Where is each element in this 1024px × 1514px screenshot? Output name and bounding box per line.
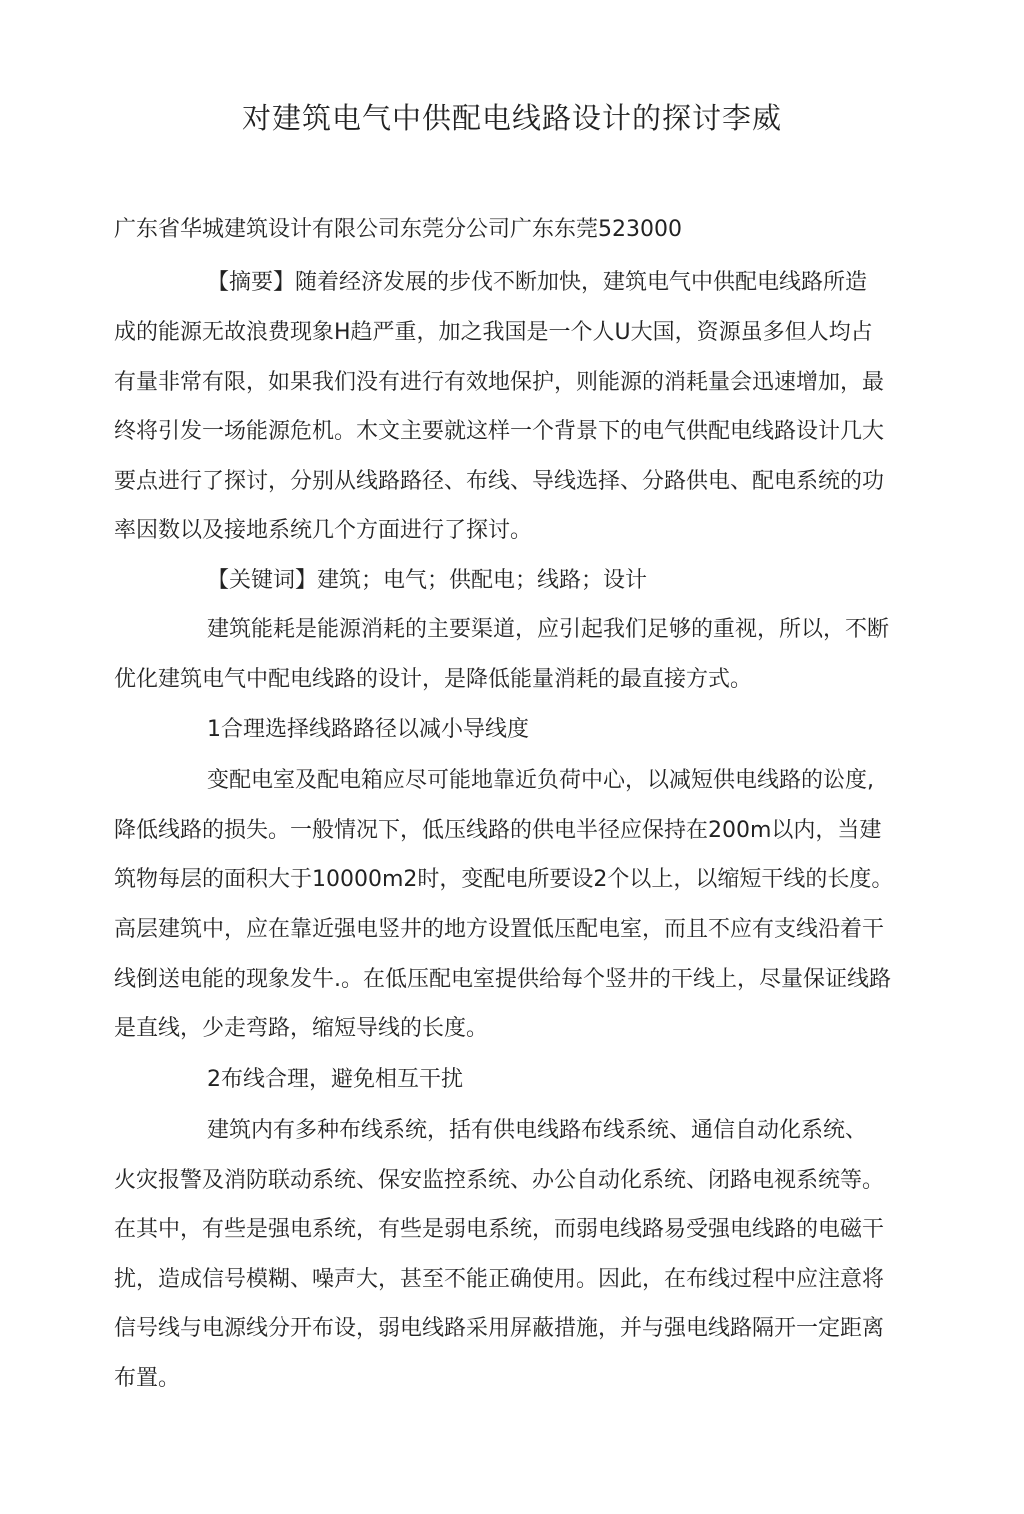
affiliation: 广东省华城建筑设计有限公司东莞分公司广东东莞523000	[114, 217, 682, 242]
section-1-line: 高层建筑中，应在靠近强电竖井的地方设置低压配电室，而且不应有支线沿着干	[114, 917, 885, 942]
abstract-line: 【摘要】随着经济发展的步伐不断加快，建筑电气中供配电线路所造	[207, 270, 868, 295]
abstract-line: 成的能源无故浪费现象H趋严重，加之我国是一个人U大国，资源虽多但人均占	[114, 320, 873, 345]
intro-line: 建筑能耗是能源消耗的主要渠道，应引起我们足够的重视，所以，不断	[207, 617, 890, 642]
section-1-line: 变配电室及配电箱应尽可能地靠近负荷中心，以减短供电线路的讼度,	[207, 768, 874, 793]
section-2-line: 信号线与电源线分开布设，弱电线路采用屏蔽措施，并与强电线路隔开一定距离	[114, 1316, 885, 1341]
section-2-line: 在其中，有些是强电系统，有些是弱电系统，而弱电线路易受强电线路的电磁干	[114, 1217, 885, 1242]
section-2-line: 布置。	[114, 1366, 181, 1391]
abstract-line: 有量非常有限，如果我们没有进行有效地保护，则能源的消耗量会迅速增加，最	[114, 370, 885, 395]
section-2-line: 火灾报警及消防联动系统、保安监控系统、办公自动化系统、闭路电视系统等。	[114, 1168, 885, 1193]
section-2-line: 扰，造成信号模糊、噪声大，甚至不能正确使用。因此，在布线过程中应注意将	[114, 1267, 885, 1292]
section-1-line: 线倒送电能的现象发牛.。在低压配电室提供给每个竖井的干线上，尽量保证线路	[114, 967, 891, 992]
section-1-line: 降低线路的损失。一般情况下，低压线路的供电半径应保持在200m以内，当建	[114, 818, 882, 843]
intro-line: 优化建筑电气中配电线路的设计，是降低能量消耗的最直接方式。	[114, 667, 753, 692]
keywords: 【关键词】建筑；电气；供配电；线路；设计	[207, 568, 648, 593]
section-2-line: 建筑内有多种布线系统，括有供电线路布线系统、通信自动化系统、	[207, 1118, 868, 1143]
section-1-line: 是直线，少走弯路，缩短导线的长度。	[114, 1016, 489, 1041]
abstract-line: 终将引发一场能源危机。木文主要就这样一个背景下的电气供配电线路设计几大	[114, 419, 885, 444]
section-2-heading: 2布线合理，避免相互干扰	[207, 1067, 463, 1092]
abstract-line: 要点进行了探讨，分别从线路路径、布线、导线选择、分路供电、配电系统的功	[114, 469, 885, 494]
document-title: 对建筑电气中供配电线路设计的探讨李威	[241, 101, 782, 135]
abstract-line: 率因数以及接地系统几个方面进行了探讨。	[114, 518, 533, 543]
section-1-line: 筑物每层的面积大于10000m2时，变配电所要设2个以上，以缩短干线的长度。	[114, 867, 894, 892]
section-1-heading: 1合理选择线路路径以减小导线度	[207, 717, 529, 742]
